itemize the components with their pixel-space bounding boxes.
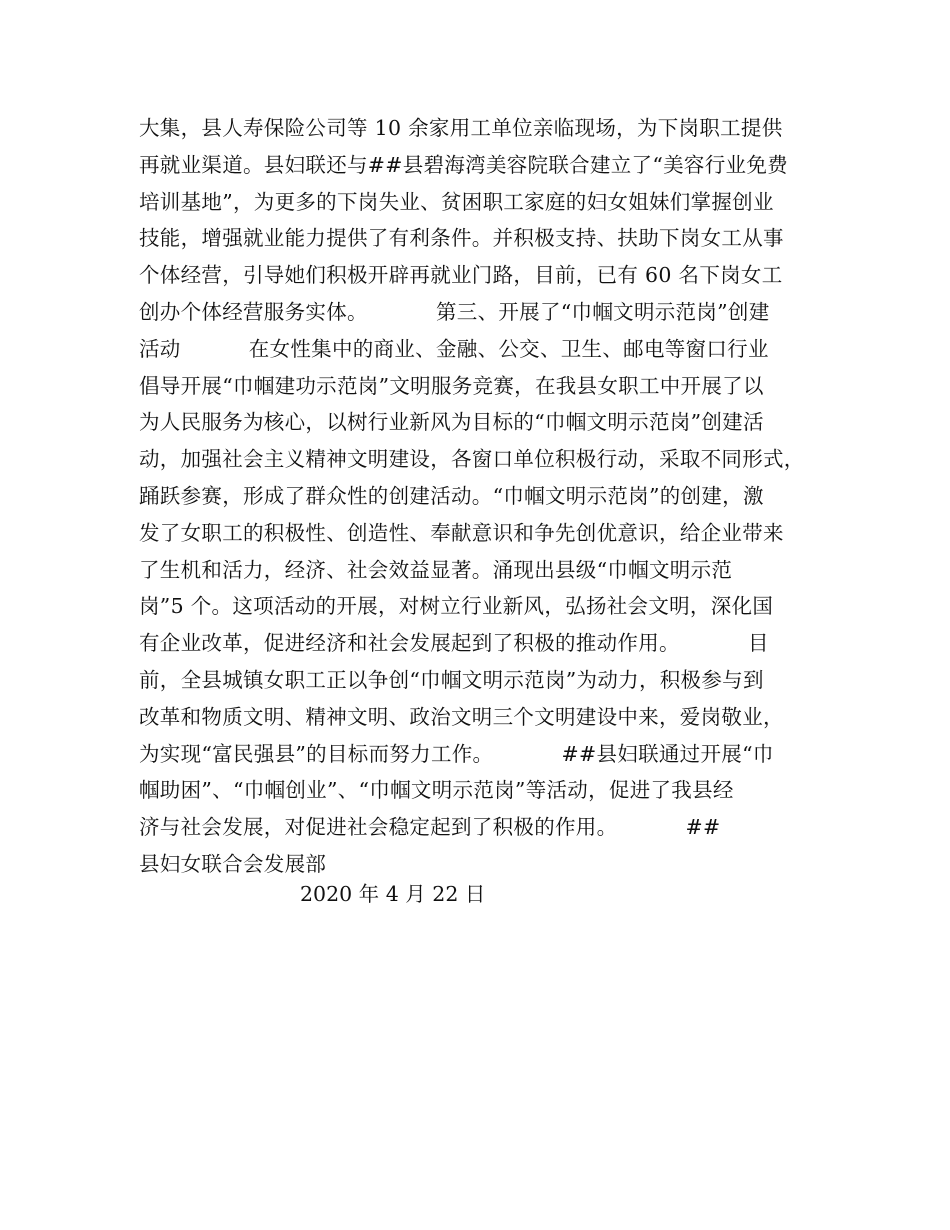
text-line: 再就业渠道。县妇联还与##县碧海湾美容院联合建立了“美容行业免费 <box>139 152 788 177</box>
signature-organization: 县妇女联合会发展部 <box>139 851 327 876</box>
text-line: 踊跃参赛，形成了群众性的创建活动。“巾帼文明示范岗”的创建，激 <box>139 483 764 508</box>
text-line: 为人民服务为核心，以树行业新风为目标的“巾帼文明示范岗”创建活 <box>139 410 764 435</box>
text-line: 了生机和活力，经济、社会效益显著。涌现出县级“巾帼文明示范 <box>139 557 733 582</box>
body-text <box>139 110 829 883</box>
text-line: 改革和物质文明、精神文明、政治文明三个文明建设中来，爱岗敬业， <box>139 704 784 729</box>
text-line: 为实现“富民强县”的目标而努力工作。 ##县妇联通过开展“巾 <box>139 741 774 766</box>
text-line: 有企业改革，促进经济和社会发展起到了积极的推动作用。 目 <box>139 631 769 656</box>
text-line: 动，加强社会主义精神文明建设，各窗口单位积极行动，采取不同形式， <box>139 447 805 472</box>
text-line: 济与社会发展，对促进社会稳定起到了积极的作用。 ## <box>139 815 721 840</box>
text-line: 发了女职工的积极性、创造性、奉献意识和争先创优意识，给企业带来 <box>139 520 784 545</box>
text-line: 大集，县人寿保险公司等 10 余家用工单位亲临现场，为下岗职工提供 <box>139 116 783 140</box>
text-line: 活动 在女性集中的商业、金融、公交、卫生、邮电等窗口行业 <box>139 336 769 361</box>
text-line: 前，全县城镇女职工正以争创“巾帼文明示范岗”为动力，积极参与到 <box>139 667 764 692</box>
text-line: 个体经营，引导她们积极开辟再就业门路，目前，已有 60 名下岗女工 <box>139 263 783 288</box>
text-line: 培训基地”，为更多的下岗失业、贫困职工家庭的妇女姐妹们掌握创业 <box>139 189 774 214</box>
text-line: 创办个体经营服务实体。 第三、开展了“巾帼文明示范岗”创建 <box>139 299 770 324</box>
document-date: 2020 年 4 月 22 日 <box>300 882 486 906</box>
text-line: 倡导开展“巾帼建功示范岗”文明服务竞赛，在我县女职工中开展了以 <box>139 373 764 398</box>
text-line: 岗”5 个。这项活动的开展，对树立行业新风，弘扬社会文明，深化国 <box>139 594 774 619</box>
text-line: 技能，增强就业能力提供了有利条件。并积极支持、扶助下岗女工从事 <box>139 226 784 251</box>
text-line: 帼助困”、“巾帼创业”、“巾帼文明示范岗”等活动，促进了我县经 <box>139 778 734 803</box>
